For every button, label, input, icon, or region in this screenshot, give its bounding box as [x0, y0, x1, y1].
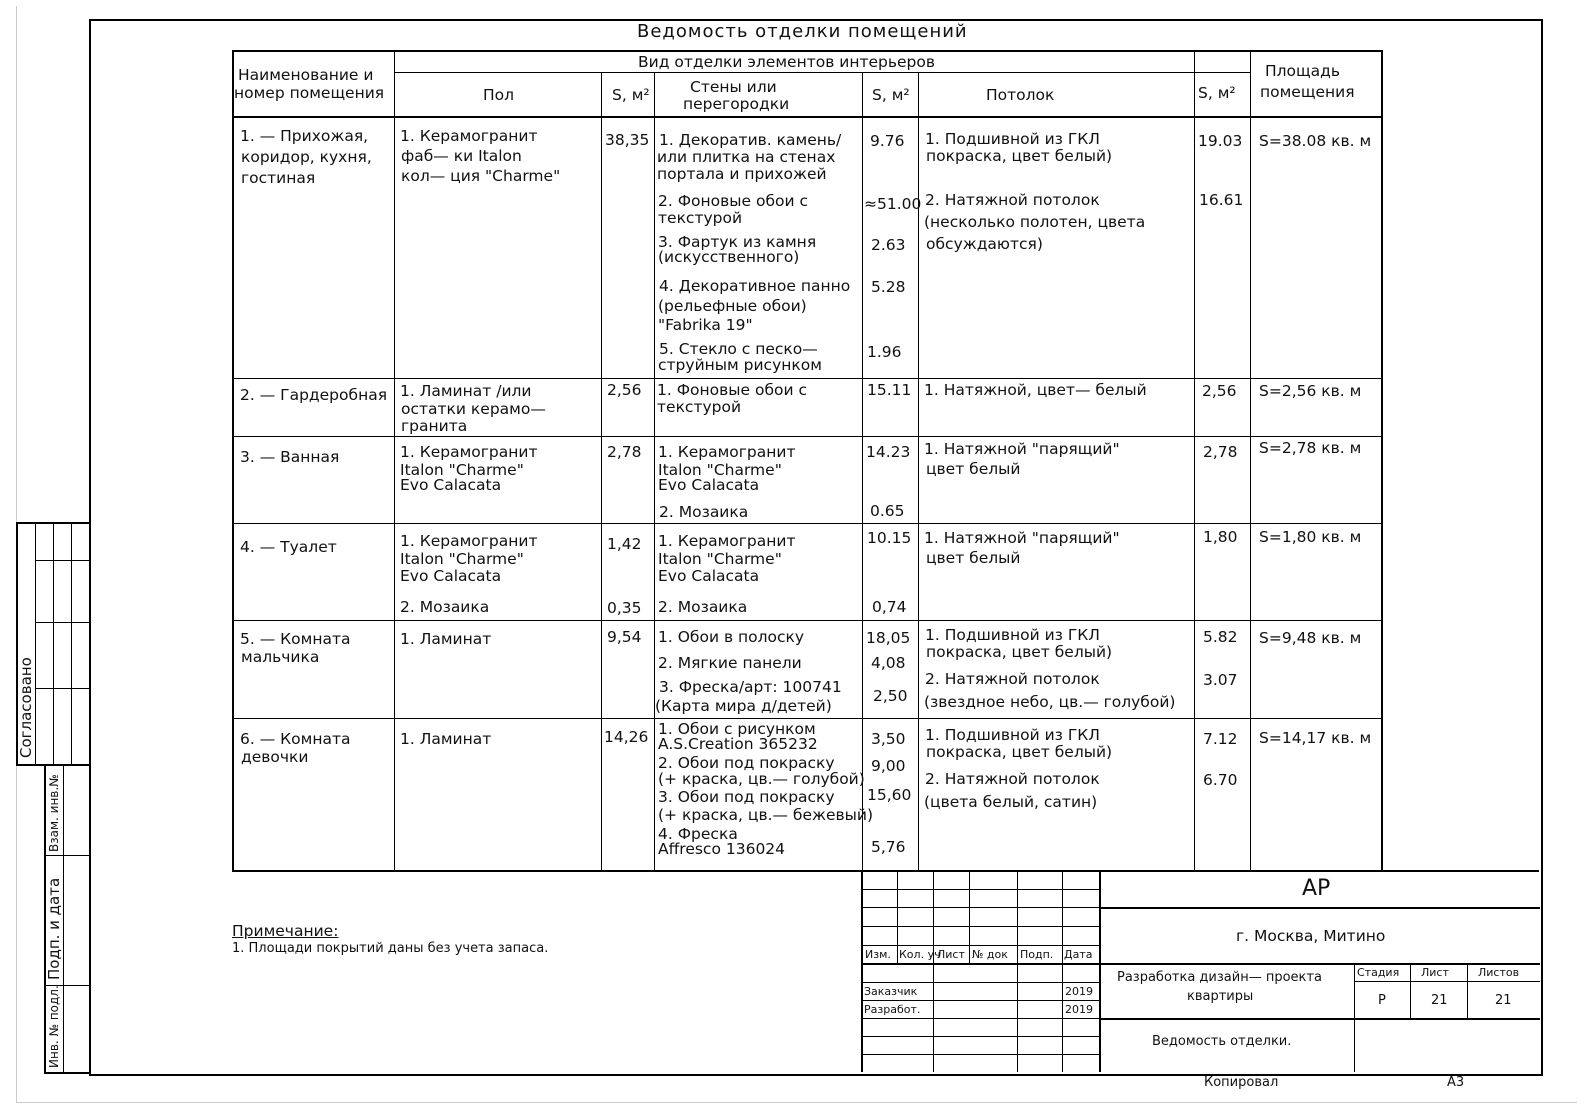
wall-area: 15.11 — [867, 381, 912, 399]
replaced-inv-label: Взам. инв.№ — [47, 774, 61, 852]
floor-area: 1,42 — [607, 535, 642, 553]
wall-finish: 2. Мозаика — [659, 503, 749, 521]
ceiling-finish: 2. Натяжной потолок — [925, 191, 1100, 209]
stamp-project-line1: Разработка дизайн— проекта — [1117, 970, 1322, 985]
note-text: 1. Площади покрытий даны без учета запаса. — [232, 941, 549, 956]
stamp-sheet-title: Ведомость отделки. — [1152, 1034, 1292, 1049]
floor-finish: 2. Мозаика — [400, 598, 490, 616]
header-floor: Пол — [483, 86, 515, 104]
room-name: 3. — Ванная — [240, 448, 340, 466]
wall-finish: портала и прихожей — [657, 165, 827, 183]
stamp-stage-value: Р — [1378, 993, 1386, 1008]
note-title: Примечание: — [232, 922, 339, 940]
ceiling-finish: 1. Натяжной "парящий" — [924, 529, 1120, 547]
floor-area: 14,26 — [604, 728, 649, 746]
ceiling-finish: 2. Натяжной потолок — [925, 670, 1100, 688]
inv-original-label: Инв. № подл. — [47, 985, 61, 1068]
floor-finish: Italon "Charme" — [400, 461, 524, 479]
header-area-line1: Площадь — [1265, 62, 1340, 80]
wall-finish: Affresco 136024 — [658, 840, 786, 858]
wall-area: 0,74 — [872, 598, 907, 616]
ceiling-finish: 1. Подшивной из ГКЛ — [925, 130, 1100, 148]
footer-format: А3 — [1447, 1075, 1465, 1090]
ceiling-finish: цвет белый — [926, 460, 1021, 478]
header-finish-group: Вид отделки элементов интерьеров — [638, 53, 936, 71]
wall-finish: 5. Стекло с песко— — [659, 340, 818, 358]
stamp-sheets-label: Листов — [1478, 966, 1520, 979]
wall-finish: (искусственного) — [658, 248, 800, 266]
room-area: S=1,80 кв. м — [1259, 528, 1362, 546]
room-area: S=2,78 кв. м — [1259, 439, 1362, 457]
header-room-line2: номер помещения — [234, 84, 385, 102]
page-title: Ведомость отделки помещений — [637, 21, 968, 42]
wall-finish: 1. Обои с рисунком — [658, 720, 816, 738]
wall-area: 18,05 — [866, 629, 911, 647]
wall-finish: 3. Фартук из камня — [658, 233, 817, 251]
stamp-client-year: 2019 — [1065, 985, 1093, 998]
stamp-code: АР — [1302, 876, 1331, 901]
room-name: гостиная — [241, 169, 316, 187]
ceiling-finish: 1. Подшивной из ГКЛ — [925, 726, 1100, 744]
agreed-label: Согласовано — [17, 657, 35, 758]
ceiling-area: 19.03 — [1198, 132, 1243, 150]
ceiling-area: 5.82 — [1203, 628, 1238, 646]
room-name: 2. — Гардеробная — [240, 386, 388, 404]
ceiling-finish: (несколько полотен, цвета — [924, 213, 1146, 231]
floor-area: 38,35 — [605, 131, 650, 149]
floor-finish: 1. Керамогранит — [400, 443, 538, 461]
room-area: S=14,17 кв. м — [1259, 729, 1372, 747]
room-name: девочки — [241, 748, 309, 766]
header-s-ceiling: S, м² — [1198, 84, 1236, 102]
wall-area: 5.28 — [871, 278, 906, 296]
wall-area: 15,60 — [867, 786, 912, 804]
ceiling-area: 3.07 — [1203, 671, 1238, 689]
wall-finish: Italon "Charme" — [658, 550, 782, 568]
floor-area: 2,78 — [607, 443, 642, 461]
wall-finish: 4. Декоративное панно — [659, 277, 851, 295]
header-walls-line1: Стены или — [690, 78, 777, 96]
room-name: 6. — Комната — [240, 730, 351, 748]
ceiling-area: 2,56 — [1202, 382, 1237, 400]
wall-area: 14.23 — [866, 443, 911, 461]
header-walls-line2: перегородки — [683, 95, 790, 113]
stamp-sheet-label: Лист — [1421, 966, 1449, 979]
wall-finish: A.S.Creation 365232 — [658, 735, 818, 753]
room-name: 5. — Комната — [240, 630, 351, 648]
floor-area: 9,54 — [607, 628, 642, 646]
wall-finish: (рельефные обои) — [658, 297, 807, 315]
floor-finish: 1. Ламинат — [400, 630, 492, 648]
ceiling-finish: обсуждаются) — [926, 235, 1043, 253]
header-room-line1: Наименование и — [238, 66, 374, 84]
wall-finish: 3. Обои под покраску — [658, 788, 835, 806]
wall-finish: 2. Мягкие панели — [658, 654, 802, 672]
header-area-line2: помещения — [1260, 83, 1355, 101]
wall-area: 4,08 — [871, 654, 906, 672]
wall-area: 5,76 — [871, 838, 906, 856]
stamp-col-sign: Подп. — [1020, 948, 1054, 961]
wall-finish: 1. Керамогранит — [658, 443, 796, 461]
floor-area: 0,35 — [607, 599, 642, 617]
wall-finish: Evo Calacata — [658, 476, 760, 494]
room-name: коридор, кухня, — [241, 148, 372, 166]
header-ceiling: Потолок — [986, 86, 1055, 104]
stamp-stage-label: Стадия — [1357, 966, 1400, 979]
wall-finish: текстурой — [657, 398, 742, 416]
ceiling-area: 2,78 — [1203, 443, 1238, 461]
stamp-col-date: Дата — [1064, 948, 1093, 961]
wall-finish: (+ краска, цв.— бежевый) — [658, 806, 874, 824]
wall-area: 1.96 — [867, 343, 902, 361]
wall-finish: Italon "Charme" — [658, 461, 782, 479]
stamp-client-label: Заказчик — [864, 985, 918, 998]
wall-finish: (Карта мира д/детей) — [655, 697, 832, 715]
stamp-project-line2: квартиры — [1187, 989, 1254, 1004]
wall-finish: (+ краска, цв.— голубой) — [658, 770, 865, 788]
ceiling-finish: 1. Натяжной, цвет— белый — [924, 381, 1147, 399]
ceiling-area: 7.12 — [1203, 730, 1238, 748]
header-s-floor: S, м² — [612, 86, 650, 104]
wall-finish: 3. Фреска/арт: 100741 — [659, 678, 842, 696]
wall-finish: 1. Керамогранит — [658, 532, 796, 550]
wall-finish: 1. Обои в полоску — [658, 628, 805, 646]
ceiling-finish: 1. Натяжной "парящий" — [924, 440, 1120, 458]
stamp-col-qty: Кол. уч — [899, 948, 941, 961]
ceiling-finish: покраска, цвет белый) — [926, 147, 1113, 165]
ceiling-finish: покраска, цвет белый) — [926, 743, 1113, 761]
floor-finish: 1. Ламинат — [400, 730, 492, 748]
wall-area: 0.65 — [870, 502, 905, 520]
floor-finish: 1. Ламинат /или — [400, 382, 532, 400]
ceiling-finish: 2. Натяжной потолок — [925, 770, 1100, 788]
ceiling-finish: цвет белый — [926, 549, 1021, 567]
ceiling-finish: (звездное небо, цв.— голубой) — [924, 693, 1176, 711]
wall-finish: 2. Обои под покраску — [658, 754, 835, 772]
sign-date-label: Подп. и дата — [45, 877, 63, 980]
room-area: S=2,56 кв. м — [1259, 382, 1362, 400]
room-area: S=38.08 кв. м — [1259, 132, 1372, 150]
floor-finish: Italon "Charme" — [400, 550, 524, 568]
wall-finish: или плитка на стенах — [657, 148, 836, 166]
stamp-col-change: Изм. — [865, 948, 891, 961]
room-area: S=9,48 кв. м — [1259, 629, 1362, 647]
floor-finish: фаб— ки Italon — [401, 147, 522, 165]
room-name: 1. — Прихожая, — [240, 127, 369, 145]
stamp-sheets-value: 21 — [1495, 993, 1512, 1008]
room-name: 4. — Туалет — [240, 538, 337, 556]
ceiling-finish: (цвета белый, сатин) — [924, 793, 1098, 811]
stamp-col-doc: № док — [972, 948, 1008, 961]
wall-finish: 2. Фоновые обои с — [658, 192, 809, 210]
floor-area: 2,56 — [607, 381, 642, 399]
wall-finish: 1. Фоновые обои с — [657, 381, 808, 399]
ceiling-area: 1,80 — [1203, 528, 1238, 546]
wall-finish: 1. Декоратив. камень/ — [659, 131, 842, 149]
floor-finish: Evo Calacata — [400, 567, 502, 585]
wall-finish: Evo Calacata — [658, 567, 760, 585]
stamp-location: г. Москва, Митино — [1236, 927, 1386, 945]
wall-finish: текстурой — [658, 209, 743, 227]
wall-area: 3,50 — [871, 730, 906, 748]
wall-area: 9.76 — [870, 132, 905, 150]
stamp-developer-year: 2019 — [1065, 1003, 1093, 1016]
ceiling-finish: покраска, цвет белый) — [926, 643, 1113, 661]
stamp-col-sheet: Лист — [937, 948, 965, 961]
wall-area: ≈51.00 — [864, 195, 922, 213]
floor-finish: кол— ция "Charme" — [401, 167, 561, 185]
stamp-sheet-value: 21 — [1431, 993, 1448, 1008]
footer-copied: Копировал — [1204, 1075, 1279, 1090]
floor-finish: гранита — [401, 417, 468, 435]
wall-finish: "Fabrika 19" — [658, 316, 753, 334]
floor-finish: 1. Керамогранит — [400, 532, 538, 550]
wall-area: 2,50 — [873, 687, 908, 705]
header-s-walls: S, м² — [872, 86, 910, 104]
ceiling-area: 16.61 — [1199, 191, 1244, 209]
wall-finish: 4. Фреска — [658, 825, 738, 843]
wall-area: 10.15 — [867, 529, 912, 547]
ceiling-area: 6.70 — [1203, 771, 1238, 789]
floor-finish: Evo Calacata — [400, 476, 502, 494]
wall-area: 2.63 — [871, 236, 906, 254]
ceiling-finish: 1. Подшивной из ГКЛ — [925, 626, 1100, 644]
wall-finish: струйным рисунком — [658, 356, 822, 374]
wall-finish: 2. Мозаика — [658, 598, 748, 616]
floor-finish: 1. Керамогранит — [400, 127, 538, 145]
stamp-developer-label: Разработ. — [864, 1003, 921, 1016]
floor-finish: остатки керамо— — [401, 400, 546, 418]
room-name: мальчика — [241, 648, 320, 666]
wall-area: 9,00 — [871, 757, 906, 775]
